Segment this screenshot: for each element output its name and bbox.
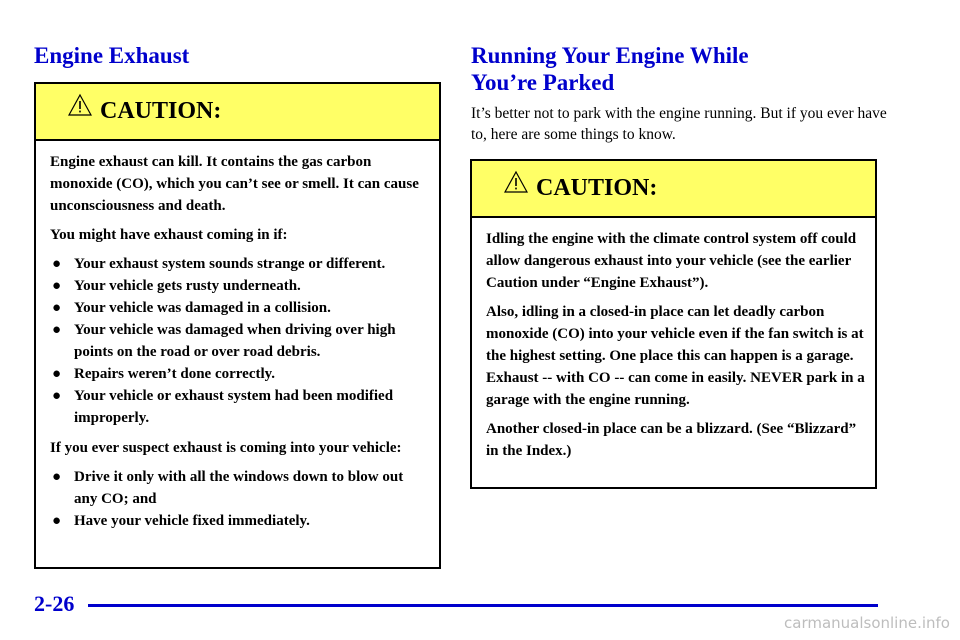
caution-body	[36, 141, 439, 532]
section-heading-running-engine-parked	[471, 42, 749, 96]
bullet-icon: ●	[52, 278, 62, 294]
caution-box-engine-exhaust	[34, 82, 441, 569]
page-number: 2-26	[34, 591, 75, 616]
symptom-list	[50, 253, 429, 429]
section-intro: It’s better not to park with the engine running. But if you ever have to, here are some things to know.	[471, 105, 887, 143]
bullet-icon: ●	[52, 322, 62, 338]
footer-rule	[88, 604, 878, 607]
caution-box-parked	[470, 159, 877, 489]
list-item: ● Your vehicle or exhaust system had been modified improperly.	[50, 385, 429, 429]
caution-intro: Engine exhaust can kill. It contains the gas carbon monoxide (CO), which you can’t see or smell. It can cause unconsciousness and death.	[50, 154, 419, 214]
caution-title: CAUTION:	[536, 175, 658, 201]
caution-paragraph-3: Another closed-in place can be a blizzard. (See “Blizzard” in the Index.)	[486, 421, 857, 459]
list-item: ● Repairs weren’t done correctly.	[50, 363, 429, 385]
list-item: ● Your vehicle was damaged when driving over high points on the road or over road debris.	[50, 319, 429, 363]
caution-lead-2: If you ever suspect exhaust is coming into your vehicle:	[50, 440, 402, 456]
action-list	[50, 466, 429, 532]
list-item: ● Have your vehicle fixed immediately.	[50, 510, 429, 532]
warning-triangle-icon	[68, 93, 92, 117]
caution-lead: You might have exhaust coming in if:	[50, 227, 288, 243]
list-item: ● Your vehicle gets rusty underneath.	[50, 275, 429, 297]
warning-triangle-icon	[504, 170, 528, 194]
caution-header	[36, 84, 439, 141]
list-item: ● Drive it only with all the windows down to blow out any CO; and	[50, 466, 429, 510]
bullet-icon: ●	[52, 300, 62, 316]
caution-title: CAUTION:	[100, 98, 222, 124]
watermark-text: carmanualsonline.info	[784, 614, 950, 632]
bullet-icon: ●	[52, 469, 62, 485]
bullet-icon: ●	[52, 388, 62, 404]
list-item: ● Your exhaust system sounds strange or different.	[50, 253, 429, 275]
heading-line-2: You’re Parked	[471, 70, 615, 95]
caution-paragraph-1: Idling the engine with the climate control system off could allow dangerous exhaust into your vehicle (see the earlier Caution under “Engine Exhaust”).	[486, 231, 857, 291]
caution-header	[472, 161, 875, 218]
heading-line-1: Running Your Engine While	[471, 43, 749, 68]
section-heading-engine-exhaust: Engine Exhaust	[34, 43, 190, 68]
bullet-icon: ●	[52, 256, 62, 272]
caution-paragraph-2: Also, idling in a closed-in place can let deadly carbon monoxide (CO) into your vehicle even if the fan switch is at the highest setting. One place this can happen is a garage. Exhaust -- with CO -- can come in easily. NEVER park in a garage with the engine running.	[486, 304, 865, 408]
bullet-icon: ●	[52, 513, 62, 529]
caution-body	[472, 218, 875, 462]
list-item: ● Your vehicle was damaged in a collision.	[50, 297, 429, 319]
bullet-icon: ●	[52, 366, 62, 382]
